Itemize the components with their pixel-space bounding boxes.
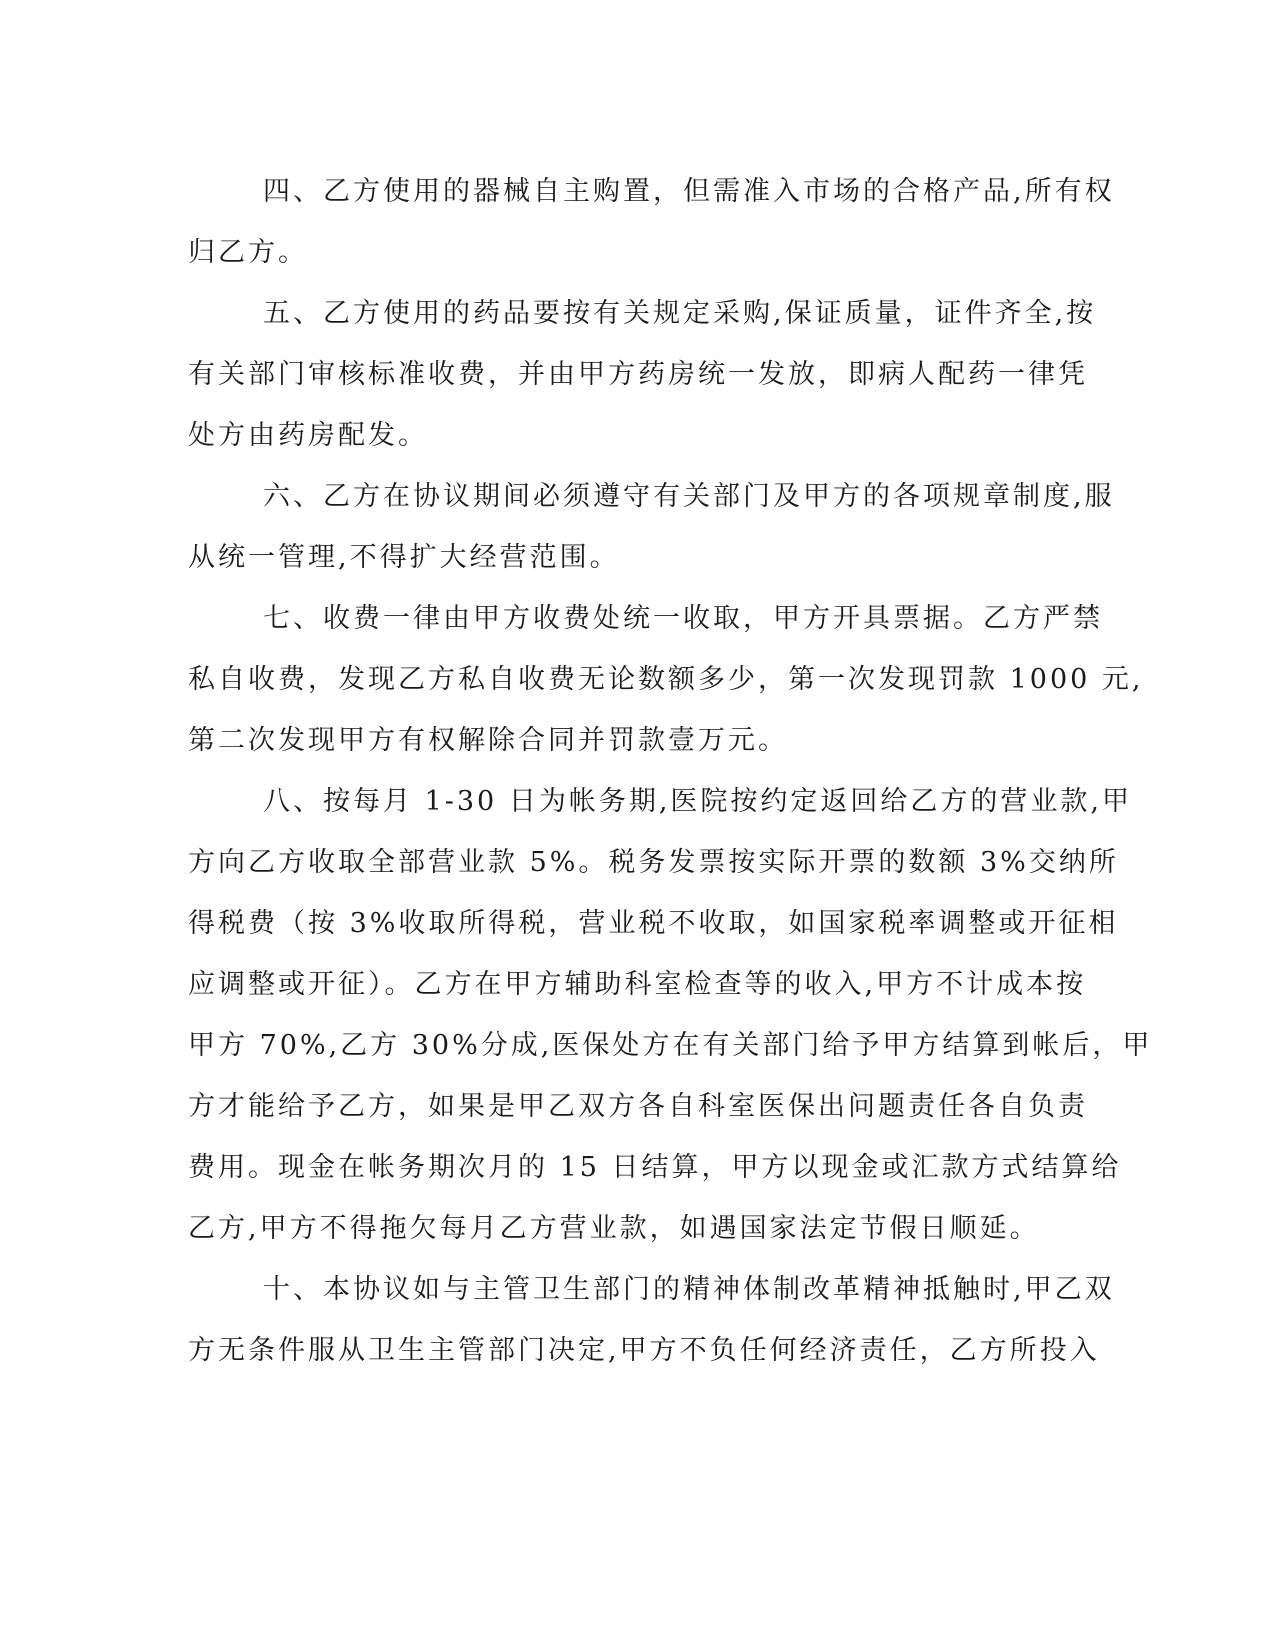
text-line: 方向乙方收取全部营业款 5%。税务发票按实际开票的数额 3%交纳所: [188, 847, 1119, 878]
text-line: 甲方 70%,乙方 30%分成,医保处方在有关部门给予甲方结算到帐后，甲: [188, 1030, 1153, 1061]
clause-8-paragraph: [188, 771, 1153, 1259]
text-line: 得税费（按 3%收取所得税，营业税不收取，如国家税率调整或开征相: [188, 908, 1119, 939]
text-line: 从统一管理,不得扩大经营范围。: [188, 542, 620, 573]
text-line: 方才能给予乙方，如果是甲乙双方各自科室医保出问题责任各自负责: [188, 1091, 1088, 1122]
text-line: 七、收费一律由甲方收费处统一收取，甲方开具票据。乙方严禁: [263, 603, 1103, 634]
text-line: 五、乙方使用的药品要按有关规定采购,保证质量，证件齐全,按: [263, 298, 1097, 329]
clause-5-paragraph: [188, 283, 1097, 466]
text-line: 处方由药房配发。: [188, 420, 428, 451]
document-body: [188, 161, 1153, 1381]
text-line: 应调整或开征）。乙方在甲方辅助科室检查等的收入,甲方不计成本按: [188, 969, 1087, 1000]
clause-4-paragraph: [188, 161, 1115, 283]
text-line: 六、乙方在协议期间必须遵守有关部门及甲方的各项规章制度,服: [263, 481, 1115, 512]
text-line: 八、按每月 1-30 日为帐务期,医院按约定返回给乙方的营业款,甲: [263, 786, 1132, 817]
text-line: 十、本协议如与主管卫生部门的精神体制改革精神抵触时,甲乙双: [263, 1274, 1115, 1305]
text-line: 私自收费，发现乙方私自收费无论数额多少，第一次发现罚款 1000 元,: [188, 664, 1144, 695]
text-line: 第二次发现甲方有权解除合同并罚款壹万元。: [188, 725, 788, 756]
clause-10-paragraph: [188, 1259, 1115, 1381]
text-line: 四、乙方使用的器械自主购置，但需准入市场的合格产品,所有权: [263, 176, 1115, 207]
clause-6-paragraph: [188, 466, 1115, 588]
text-line: 方无条件服从卫生主管部门决定,甲方不负任何经济责任，乙方所投入: [188, 1335, 1100, 1366]
text-line: 费用。现金在帐务期次月的 15 日结算，甲方以现金或汇款方式结算给: [188, 1152, 1122, 1183]
clause-7-paragraph: [188, 588, 1144, 771]
text-line: 有关部门审核标准收费，并由甲方药房统一发放，即病人配药一律凭: [188, 359, 1088, 390]
text-line: 乙方,甲方不得拖欠每月乙方营业款，如遇国家法定节假日顺延。: [188, 1213, 1040, 1244]
text-line: 归乙方。: [188, 237, 308, 268]
